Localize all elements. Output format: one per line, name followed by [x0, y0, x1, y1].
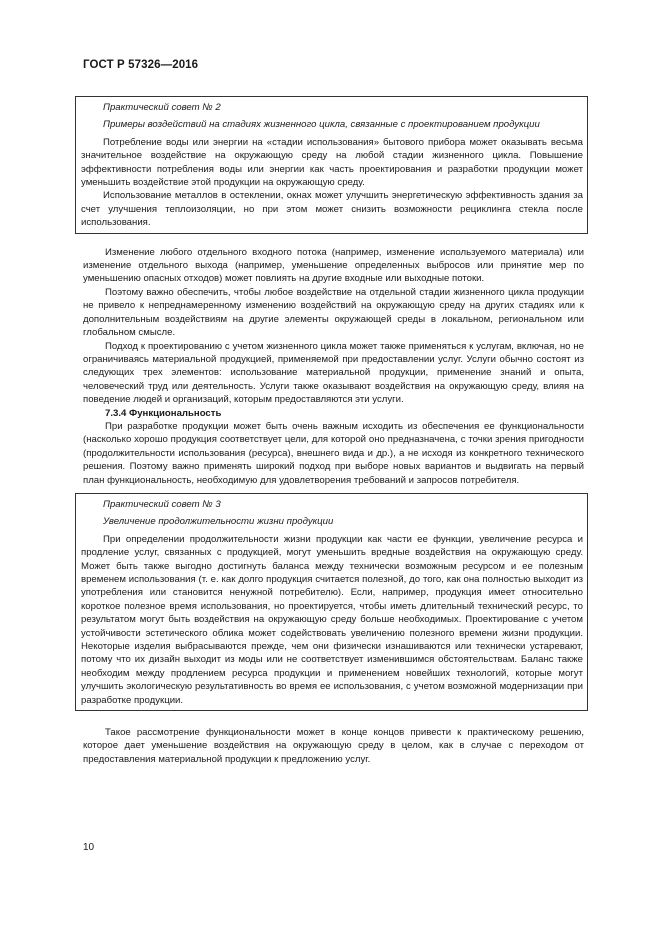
tip-paragraph: При определении продолжительности жизни продукции как части ее функции, увеличение ресурса и продление услуг, связанных с продукцией, могут уменьшить вредные воздействия на окружающую среду. Может быть также выгодно достигнуть баланса между технически возможным ресурсом и ее полезным временем использования (т. е. как долго продукция считается полезной, до того, как она полностью выходит из употребления или становится ненужной потребителю). Если, например, продукция имеет относительно короткое полезное время использования, но проектируется, чтобы иметь длительный технический ресурс, то результатом могут быть воздействия на окружающую среду больше необходимых. Проектирование с учетом устойчивости эстетического облика может содействовать увеличению полезного времени жизни продукции. Некоторые изделия выбрасываются прежде, чем они физически изнашиваются или технически устаревают, потому что их дизайн выходит из моды или не соответствует изменившимся обстоятельствам. Баланс также необходим между продлением ресурса продукции и применением новейших технологий, которые могут улучшить экологическую результативность во время ее использования, с учетом возможной модернизации при разработке продукции.: [81, 533, 583, 706]
page-number: 10: [83, 842, 95, 853]
body-paragraph: При разработке продукции может быть очень важным исходить из обеспечения ее функциональности (насколько хорошо продукция соответствует цели, для которой оно предназначена, с точки зрения пригодности (продолжительности использования (ресурса), внешнего вида и др.), а не исходя из конкретного технического решения. Поэтому важно применять широкий подход при выборе новых вариантов и выдвигать на первый план функциональность, необходимую для удовлетворения требований и запросов потребителя.: [83, 420, 584, 486]
document-header: ГОСТ Р 57326—2016: [83, 59, 199, 71]
tip-paragraph: Потребление воды или энергии на «стадии использования» бытового прибора может оказывать весьма значительное воздействие на окружающую среду на любой стадии жизненного цикла. Повышение эффективности потребления воды или энергии как часть проектирования и разработки продукции может уменьшить воздействие этой продукции на окружающую среду.: [81, 136, 583, 189]
tip-paragraph: Использование металлов в остеклении, окнах может улучшить энергетическую эффективность здания за счет улучшения теплоизоляции, но при этом может снизить возможности рециклинга стекла после использования.: [81, 190, 583, 229]
tip-label: Практический совет № 2: [103, 102, 221, 113]
practical-tip-box: [75, 493, 588, 711]
tip-title: Увеличение продолжительности жизни продукции: [103, 516, 334, 528]
section-heading: 7.3.4 Функциональность: [105, 407, 222, 419]
practical-tip-box: [75, 96, 588, 234]
body-paragraph: Подход к проектированию с учетом жизненного цикла может также применяться к услугам, включая, но не ограничиваясь материальной продукцией, применяемой при предоставлении услуг. Услуги обычно состоят из следующих трех элементов: использование материальной продукции, применение знаний и опыта, человеческий труд или деятельность. Услуги также оказывают воздействия на окружающую среду, влияя на поведение людей и организаций, которым предоставляются эти услуги.: [83, 340, 584, 406]
page-content: [83, 95, 584, 766]
body-paragraph: Такое рассмотрение функциональности может в конце концов привести к практическому решению, которое дает уменьшение воздействия на окружающую среду в целом, как в случае с переходом от предоставления материальной продукции к предложению услуг.: [83, 727, 584, 765]
body-paragraph: Изменение любого отдельного входного потока (например, изменение используемого материала) или изменение отдельного выхода (например, уменьшение определенных выбросов или принятие мер по уменьшению опасных отходов) может повлиять на другие входные или выходные потоки.: [83, 246, 584, 285]
tip-title: Примеры воздействий на стадиях жизненного цикла, связанные с проектированием продукции: [103, 119, 540, 131]
tip-label: Практический совет № 3: [103, 498, 221, 510]
body-paragraph: Поэтому важно обеспечить, чтобы любое воздействие на отдельной стадии жизненного цикла продукции не привело к непреднамеренному изменению воздействий на окружающую среду на других стадиях или к дополнительным воздействиям на другие элементы окружающей среды в локальном, региональном или глобальном смысле.: [83, 286, 584, 339]
